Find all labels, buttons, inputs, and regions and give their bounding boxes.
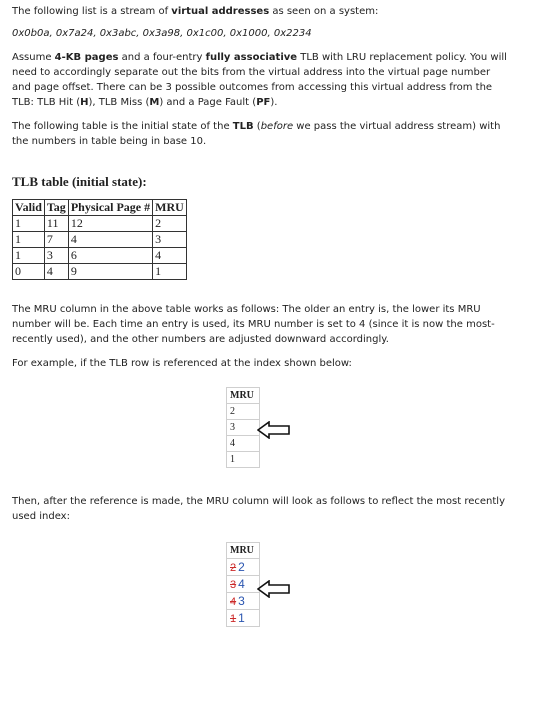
tlb-cell: 3: [153, 232, 187, 248]
mru-cell: [227, 576, 260, 593]
table-intro-text-2: (: [253, 121, 261, 132]
table-row: [13, 216, 187, 232]
mru-cell: 1: [227, 452, 260, 468]
mru-cell: 3: [227, 420, 260, 436]
assume-bold-pf: PF: [256, 97, 271, 108]
intro-paragraph: [12, 4, 512, 19]
intro-text: The following list is a stream of: [12, 6, 172, 17]
mru-explanation: The MRU column in the above table works as follows: The older an entry is, the lower its MRU number will be. Each time an entry is used, its MRU number is set to 4 (since it is now the most-recently used), and the other numbers are adjusted downward accordingly.: [12, 304, 495, 345]
mru-cell: 4: [227, 436, 260, 452]
tlb-cell: 12: [68, 216, 152, 232]
struck-value: 3: [230, 579, 237, 591]
table-intro-bold-tlb: TLB: [232, 121, 254, 132]
tlb-cell: 4: [153, 248, 187, 264]
assume-bold-h: H: [80, 97, 89, 108]
mru-header-row: [227, 543, 260, 559]
tlb-header-mru: MRU: [153, 200, 187, 216]
tlb-cell: 11: [44, 216, 68, 232]
tlb-cell: 1: [13, 216, 45, 232]
tlb-header-physical-page: Physical Page #: [68, 200, 152, 216]
table-row: [227, 559, 260, 576]
tlb-cell: 7: [44, 232, 68, 248]
assume-text-3: TLB with LRU replacement policy. You will need to accordingly separate out the bits from the virtual address into the virtual page number and page offset. There can be 3 possible outcomes from accessing this virtual address from the TLB: TLB Hit (: [12, 52, 507, 108]
table-row: [227, 436, 260, 452]
table-row: [13, 232, 187, 248]
table-row: [227, 576, 260, 593]
mru-table-before: [226, 387, 260, 468]
tlb-header-row: [13, 200, 187, 216]
mru-value: 3: [238, 594, 245, 608]
mru-cell: 2: [227, 404, 260, 420]
tlb-table: [12, 199, 187, 280]
assume-text-2: and a four-entry: [118, 52, 206, 63]
tlb-cell: 1: [13, 232, 45, 248]
mru-table-after: [226, 542, 260, 627]
tlb-cell: 0: [13, 264, 45, 280]
table-row: [227, 404, 260, 420]
assume-bold-pages: 4-KB pages: [54, 52, 119, 63]
table-row: [13, 248, 187, 264]
mru-cell: [227, 610, 260, 627]
struck-value: 2: [230, 562, 237, 574]
intro-bold: virtual addresses: [171, 6, 270, 17]
tlb-cell: 9: [68, 264, 152, 280]
mru-cell: [227, 559, 260, 576]
tlb-heading: TLB table (initial state):: [12, 174, 147, 189]
tlb-cell: 4: [44, 264, 68, 280]
mru-header: MRU: [227, 388, 260, 404]
assume-text-1: Assume: [12, 52, 55, 63]
tlb-cell: 2: [153, 216, 187, 232]
example-text: For example, if the TLB row is referenced at the index shown below:: [12, 358, 352, 369]
table-row: [227, 420, 260, 436]
mru-header: MRU: [227, 543, 260, 559]
table-intro-text-1: The following table is the initial state of the: [12, 121, 233, 132]
intro-text-end: as seen on a system:: [269, 6, 379, 17]
table-row: [227, 593, 260, 610]
tlb-cell: 4: [68, 232, 152, 248]
tlb-cell: 1: [153, 264, 187, 280]
struck-value: 4: [230, 596, 237, 608]
left-arrow-icon: [257, 580, 291, 598]
left-arrow-icon: [257, 421, 291, 439]
tlb-cell: 1: [13, 248, 45, 264]
assume-text-4: ), TLB Miss (: [88, 97, 150, 108]
tlb-cell: 3: [44, 248, 68, 264]
tlb-header-tag: Tag: [44, 200, 68, 216]
table-row: [13, 264, 187, 280]
mru-value: 4: [238, 577, 245, 591]
struck-value: 1: [230, 613, 237, 625]
mru-value: 2: [238, 560, 245, 574]
tlb-header-valid: Valid: [13, 200, 45, 216]
tlb-cell: 6: [68, 248, 152, 264]
assume-text-5: ) and a Page Fault (: [159, 97, 257, 108]
mru-header-row: [227, 388, 260, 404]
assume-text-6: ).: [270, 97, 278, 108]
table-intro-italic-before: before: [260, 121, 294, 132]
mru-cell: [227, 593, 260, 610]
address-stream: 0x0b0a, 0x7a24, 0x3abc, 0x3a98, 0x1c00, 0x1000, 0x2234: [12, 28, 312, 39]
assume-bold-m: M: [149, 97, 160, 108]
assumptions-paragraph: [12, 50, 512, 110]
table-intro-text-3: we pass the virtual address stream) with the numbers in table being in base 10.: [12, 121, 501, 147]
table-intro-paragraph: [12, 119, 512, 149]
mru-value: 1: [238, 611, 245, 625]
after-text: Then, after the reference is made, the MRU column will look as follows to reflect the most recently used index:: [12, 496, 505, 522]
table-row: [227, 452, 260, 468]
table-row: [227, 610, 260, 627]
assume-bold-assoc: fully associative: [205, 52, 298, 63]
